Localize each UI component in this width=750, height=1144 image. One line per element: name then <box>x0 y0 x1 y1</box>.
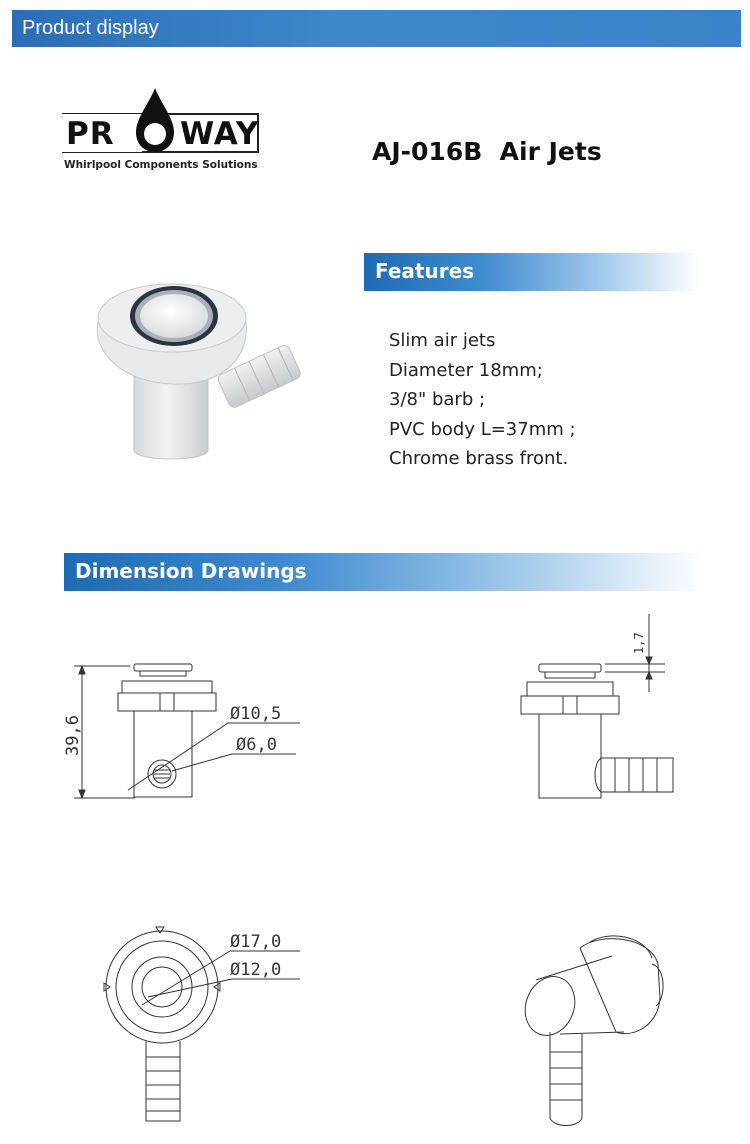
logo-tagline: Whirlpool Components Solutions <box>64 159 258 171</box>
features-heading: Features <box>375 259 475 283</box>
header-title: Product display <box>22 17 159 39</box>
side-outer-diameter-label: Ø10,5 <box>230 704 282 724</box>
side-height-label: 39,6 <box>63 715 83 756</box>
bottom-flange-diameter-label: Ø17,0 <box>230 932 282 952</box>
feature-item: Chrome brass front. <box>389 448 569 469</box>
product-photo <box>82 262 312 472</box>
bottom-view-drawing <box>100 925 310 1135</box>
feature-item: Diameter 18mm; <box>389 359 543 381</box>
isometric-view-drawing <box>520 928 680 1138</box>
logo-text-right: WAY <box>180 116 260 152</box>
front-view-drawing <box>505 608 695 808</box>
side-inner-diameter-label: Ø6,0 <box>236 735 277 755</box>
side-view-drawing <box>60 650 310 810</box>
dimension-drawings-bar <box>64 553 704 591</box>
feature-item: 3/8" barb ; <box>389 389 486 410</box>
features-section-bar <box>364 253 699 291</box>
proway-logo <box>62 88 262 178</box>
feature-item: Slim air jets <box>389 330 496 351</box>
feature-item: PVC body L=37mm ; <box>389 418 576 440</box>
bottom-body-diameter-label: Ø12,0 <box>230 960 282 980</box>
header-bar <box>12 10 741 47</box>
front-flange-label: 1,7 <box>632 632 646 654</box>
logo-text-left: PR <box>66 116 115 152</box>
dimension-drawings-heading: Dimension Drawings <box>75 559 307 583</box>
features-list <box>389 326 576 474</box>
product-title: AJ-016B Air Jets <box>372 137 602 166</box>
